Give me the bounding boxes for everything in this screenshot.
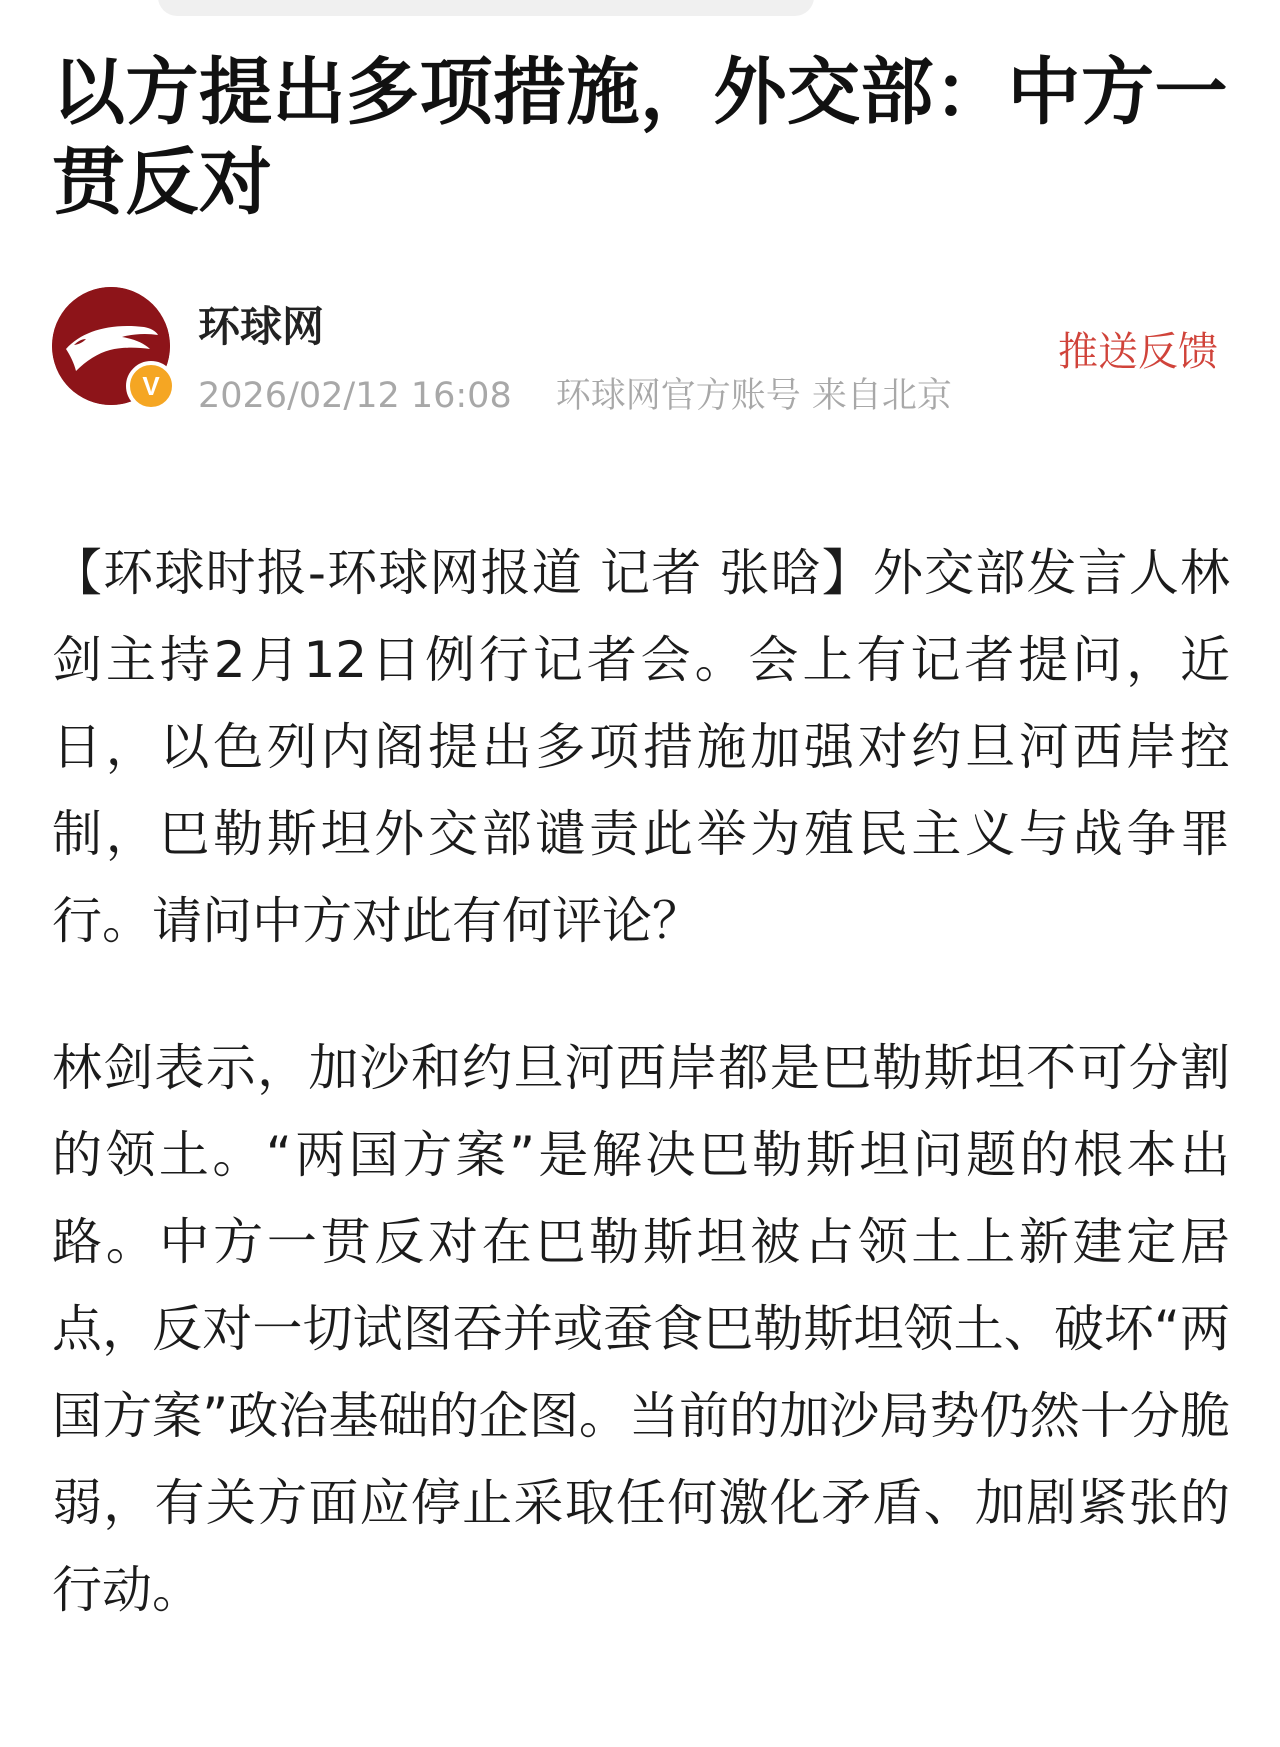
top-search-bar-edge[interactable]	[158, 0, 814, 16]
article-title: 以方提出多项措施，外交部：中方一贯反对	[52, 50, 1228, 225]
article-body	[52, 530, 1230, 1634]
account-info: 环球网官方账号 来自北京	[555, 376, 952, 416]
article-paragraph: 林剑表示，加沙和约旦河西岸都是巴勒斯坦不可分割的领土。“两国方案”是解决巴勒斯坦问题的根本出路。中方一贯反对在巴勒斯坦被占领土上新建定居点，反对一切试图吞并或蚕食巴勒斯坦领土、破坏“两国方案”政治基础的企图。当前的加沙局势仍然十分脆弱，有关方面应停止采取任何激化矛盾、加剧紧张的行动。	[52, 1039, 1230, 1619]
article-paragraph: 【环球时报-环球网报道 记者 张晗】外交部发言人林剑主持2月12日例行记者会。会上有记者提问，近日，以色列内阁提出多项措施加强对约旦河西岸控制，巴勒斯坦外交部谴责此举为殖民主义与战争罪行。请问中方对此有何评论？	[52, 544, 1230, 950]
publish-time: 2026/02/12 16:08	[198, 376, 512, 416]
verified-badge-icon: V	[126, 361, 176, 411]
push-feedback-button[interactable]: 推送反馈	[1058, 329, 1218, 375]
source-name[interactable]: 环球网	[198, 302, 325, 351]
article-meta	[198, 368, 952, 418]
